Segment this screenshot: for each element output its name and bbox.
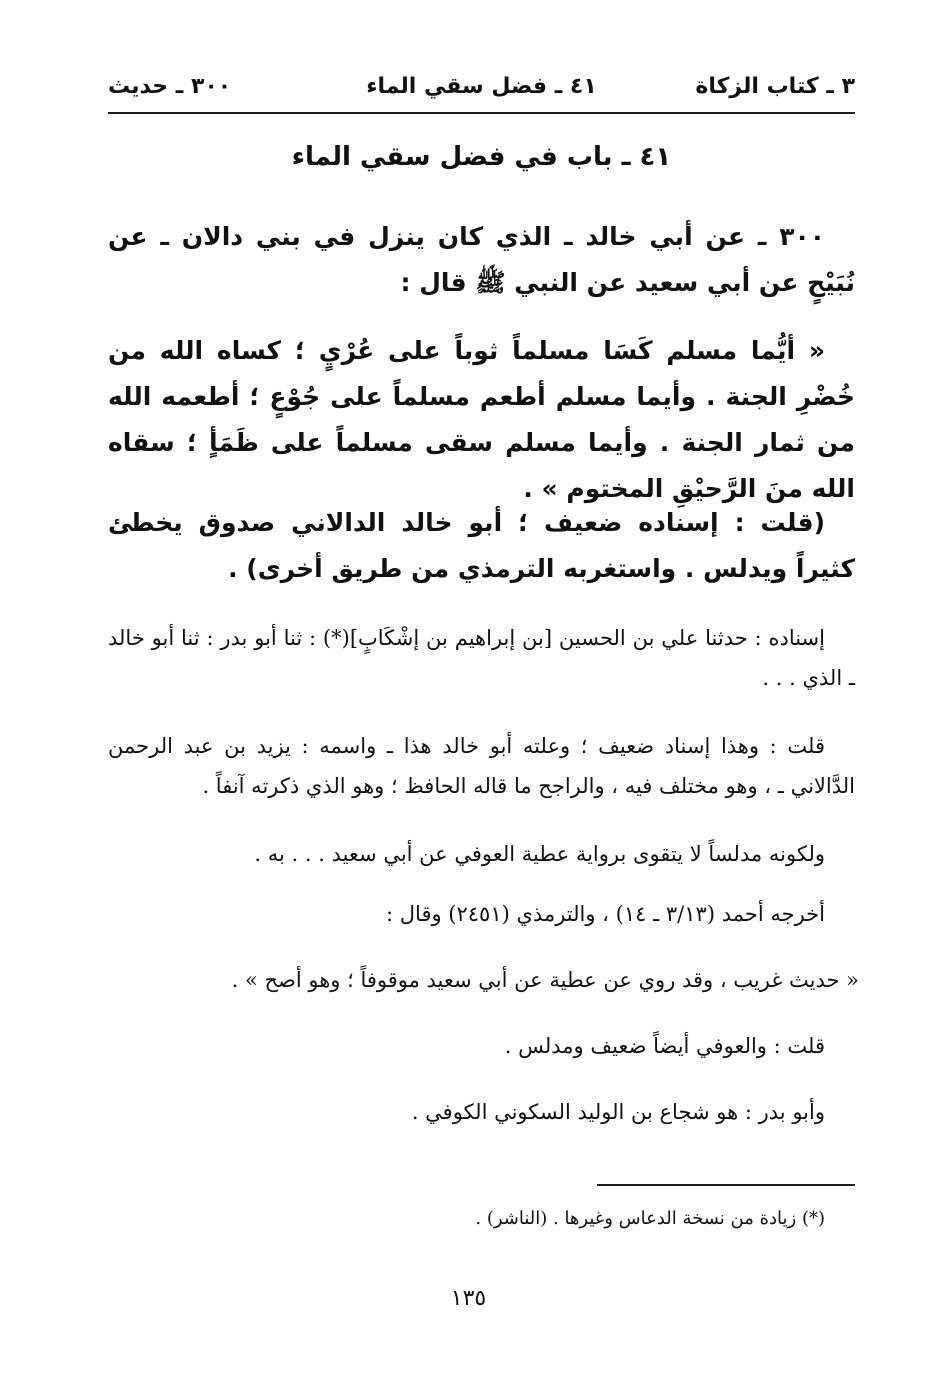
commentary-line: ولكونه مدلساً لا يتقوى برواية عطية العوفي عن أبي سعيد . . . به . — [254, 842, 825, 866]
running-header — [108, 72, 855, 114]
footnote-divider — [597, 1184, 855, 1186]
header-book-title: ٣ ـ كتاب الزكاة — [695, 74, 855, 99]
footnote: (*) زيادة من نسخة الدعاس وغيرها . (الناشر) . — [475, 1208, 825, 1229]
takhrij-line: أخرجه أحمد (٣/١٣ ـ ١٤) ، والترمذي (٢٤٥١) وقال : — [386, 902, 825, 926]
header-hadith-number: ٣٠٠ ـ حديث — [108, 74, 232, 99]
isnad-paragraph: إسناده : حدثنا علي بن الحسين [بن إبراهيم بن إشْكَابٍ](*) : ثنا أبو بدر : ثنا أبو خالد ـ الذي . . . — [108, 626, 855, 690]
commentary-line: وأبو بدر : هو شجاع بن الوليد السكوني الكوفي . — [411, 1100, 825, 1124]
commentary-line: قلت : والعوفي أيضاً ضعيف ومدلس . — [504, 1034, 825, 1058]
hadith-intro: ٣٠٠ ـ عن أبي خالد ـ الذي كان ينزل في بني دالان ـ عن نُبَيْحٍ عن أبي سعيد عن النبي ﷺ قال : — [108, 222, 855, 297]
hadith-text: « أيُّما مسلم كَسَا مسلماً ثوباً على عُرْيٍ ؛ كساه الله من خُضْرِ الجنة . وأيما مسلم أطعم مسلماً على جُوْعٍ ؛ أطعمه الله من ثمار الجنة . وأيما مسلم سقى مسلماً على ظَمَأٍ ؛ سقاه الله منَ الرَّحيْقِ المختوم » . — [108, 336, 855, 503]
header-chapter-title: ٤١ ـ فضل سقي الماء — [366, 74, 597, 99]
tirmidhi-quote: « حديث غريب ، وقد روي عن عطية عن أبي سعيد موقوفاً ؛ وهو أصح » . — [231, 968, 859, 992]
commentary-paragraph: قلت : وهذا إسناد ضعيف ؛ وعلته أبو خالد هذا ـ واسمه : يزيد بن عبد الرحمن الدَّالاني ـ ، وهو مختلف فيه ، والراجح ما قاله الحافظ ؛ وهو الذي ذكرته آنفاً . — [108, 734, 855, 798]
grading-verdict: (قلت : إسناده ضعيف ؛ أبو خالد الدالاني صدوق يخطئ كثيراً ويدلس . واستغربه الترمذي من طريق أخرى) . — [108, 508, 855, 583]
chapter-title: ٤١ ـ باب في فضل سقي الماء — [291, 142, 672, 172]
page-number: ١٣٥ — [450, 1286, 487, 1311]
